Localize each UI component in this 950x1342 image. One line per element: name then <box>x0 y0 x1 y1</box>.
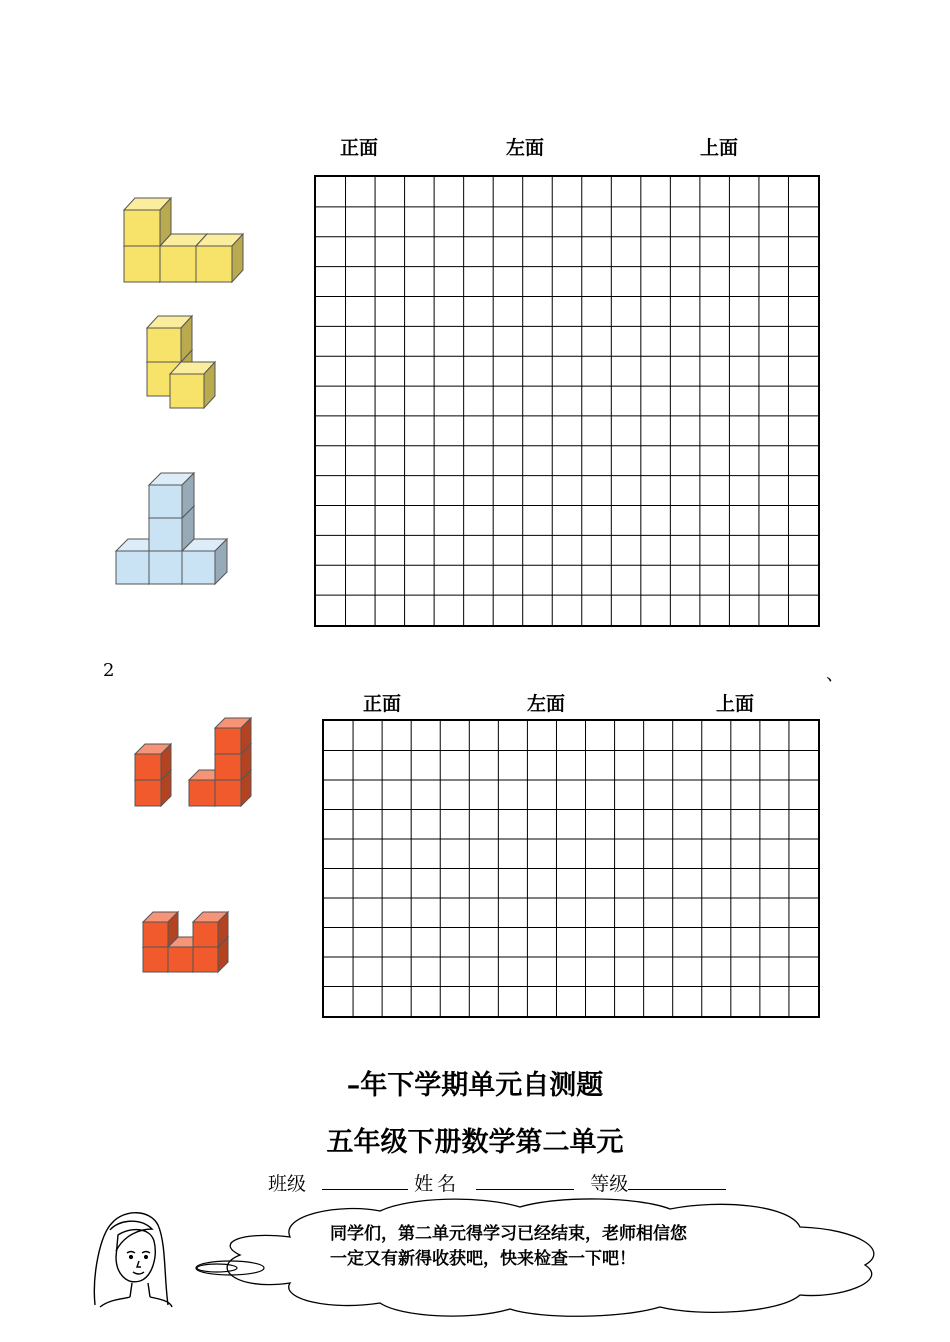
name-blank[interactable] <box>476 1171 574 1190</box>
cube-face-front <box>193 922 218 947</box>
title-line-2: 五年级下册数学第二单元 <box>326 1127 624 1158</box>
label-front-1: 正面 <box>340 137 379 159</box>
grade-blank[interactable] <box>628 1171 726 1190</box>
label-top-1: 上面 <box>700 137 739 159</box>
page-subtitle <box>0 1120 950 1159</box>
name-label: 姓名 <box>414 1173 461 1195</box>
class-blank[interactable] <box>322 1171 408 1190</box>
speech-line-2: 一定又有新得收获吧，快来检查一下吧！ <box>330 1249 636 1269</box>
cube-face-front <box>193 947 218 972</box>
red-cube-pair-right-icon <box>189 718 251 806</box>
cube-face-front <box>168 947 193 972</box>
page-title <box>0 1063 950 1102</box>
cube-face-front <box>215 728 241 754</box>
cube-face-front <box>135 780 161 806</box>
title-line-1: –年下学期单元自测题 <box>346 1070 604 1101</box>
enumeration-mark: 、 <box>826 664 844 685</box>
speech-text <box>330 1222 687 1272</box>
label-front-2: 正面 <box>363 693 402 715</box>
speech-line-1: 同学们，第二单元得学习已经结束，老师相信您 <box>330 1224 687 1244</box>
label-left-2: 左面 <box>527 693 566 715</box>
cube-face-front <box>189 780 215 806</box>
teacher-girl-icon <box>94 1213 172 1307</box>
grade-label: 等级 <box>590 1173 629 1195</box>
class-label: 班级 <box>268 1173 307 1195</box>
question-number-2: 2 <box>103 660 115 681</box>
label-top-2: 上面 <box>716 693 755 715</box>
cube-face-front <box>135 754 161 780</box>
cube-face-front <box>143 922 168 947</box>
cube-face-front <box>215 780 241 806</box>
cube-face-front <box>215 754 241 780</box>
grid-lines-2 <box>324 721 818 1016</box>
label-left-1: 左面 <box>506 137 545 159</box>
student-info-row <box>268 1169 726 1196</box>
drawing-grid-2[interactable] <box>322 719 820 1018</box>
red-u-shape-icon <box>143 912 228 972</box>
cube-face-front <box>143 947 168 972</box>
red-cube-pair-left-icon <box>135 744 171 806</box>
